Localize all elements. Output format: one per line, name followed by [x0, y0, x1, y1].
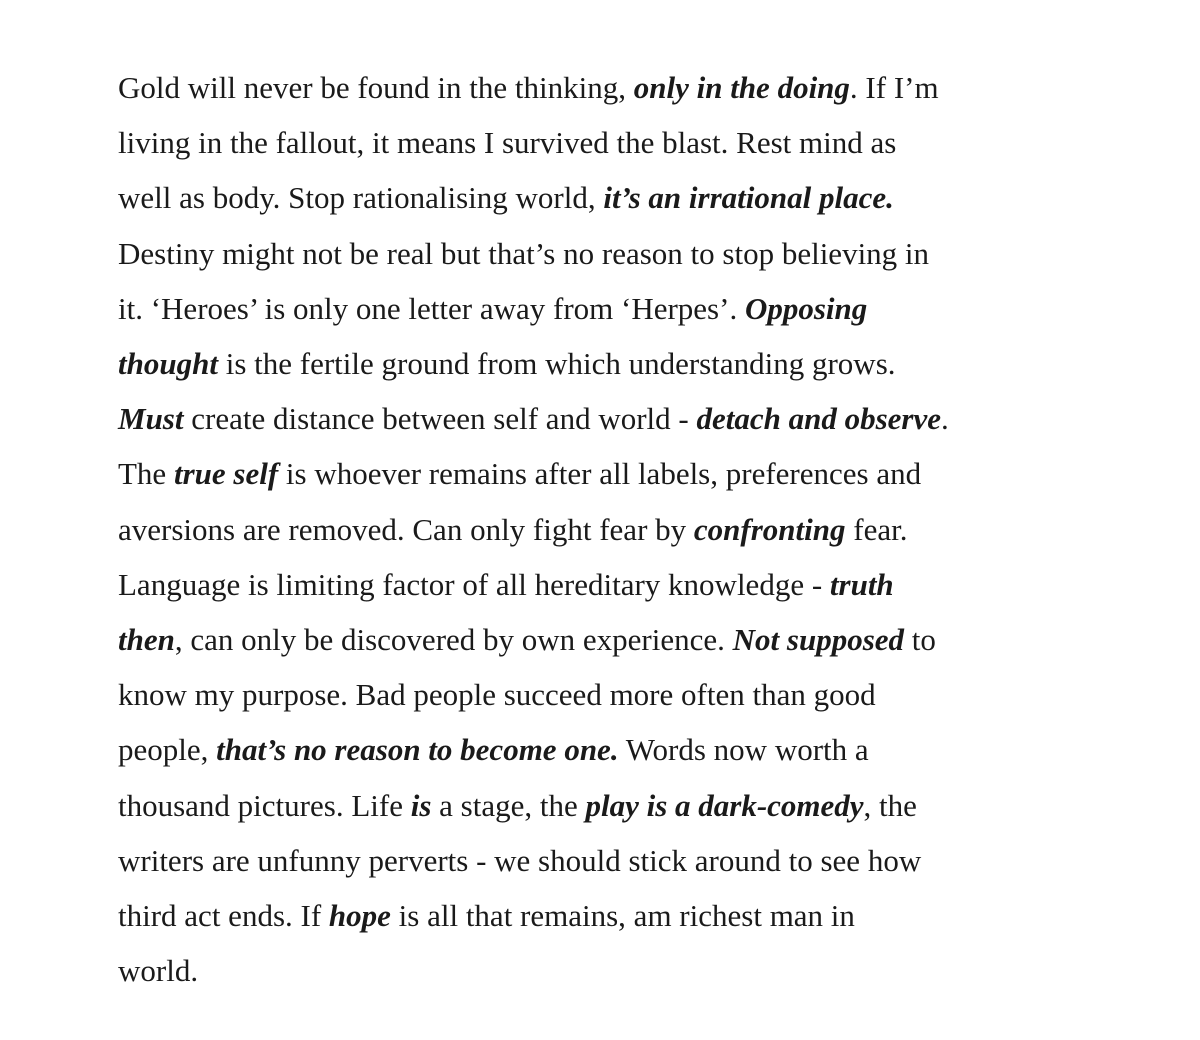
text-line: [118, 667, 1098, 722]
emphasized-phrase: hope: [328, 898, 391, 934]
text-line: [118, 943, 1098, 998]
emphasized-phrase: then: [118, 622, 175, 658]
emphasized-phrase: that’s no reason to become one.: [216, 732, 619, 768]
emphasized-phrase: only in the doing: [633, 70, 850, 105]
text-run: it. ‘Heroes’ is only one letter away from ‘Herpes’.: [118, 290, 745, 326]
text-run: is all that remains, am richest man in: [390, 898, 855, 934]
text-run: Words now worth a: [618, 732, 869, 768]
text-line: [118, 888, 1098, 943]
text-run: is whoever remains after all labels, preferences and: [278, 456, 922, 492]
text-run: . If I’m: [849, 70, 939, 105]
text-line: [118, 170, 1098, 225]
text-run: third act ends. If: [118, 898, 329, 934]
emphasized-phrase: it’s an irrational place.: [603, 180, 894, 216]
text-run: world.: [118, 953, 199, 989]
emphasized-phrase: thought: [118, 346, 218, 382]
text-run: a stage, the: [431, 787, 586, 823]
text-line: [118, 115, 1098, 170]
text-run: The: [118, 456, 174, 492]
emphasized-phrase: detach and observe: [696, 401, 941, 437]
body-paragraph: [118, 60, 1098, 998]
text-run: create distance between self and world -: [183, 401, 697, 437]
text-line: [118, 336, 1098, 391]
text-run: thousand pictures. Life: [118, 787, 411, 823]
text-run: is the fertile ground from which understanding grows.: [217, 346, 896, 382]
text-line: [118, 612, 1098, 667]
emphasized-phrase: confronting: [693, 511, 846, 547]
emphasized-phrase: true self: [173, 456, 279, 492]
text-line: [118, 502, 1098, 557]
text-line: [118, 281, 1098, 336]
emphasized-phrase: is: [410, 787, 432, 823]
text-run: Destiny might not be real but that’s no reason to stop believing in: [118, 235, 930, 271]
text-run: living in the fallout, it means I survived the blast. Rest mind as: [118, 125, 897, 161]
text-line: [118, 226, 1098, 281]
text-line: [118, 446, 1098, 501]
text-run: Language is limiting factor of all hereditary knowledge -: [118, 566, 830, 602]
emphasized-phrase: Not supposed: [732, 622, 905, 658]
text-run: know my purpose. Bad people succeed more often than good: [118, 677, 876, 713]
text-line: [118, 391, 1098, 446]
text-run: writers are unfunny perverts - we should stick around to see how: [118, 842, 922, 878]
text-run: fear.: [845, 511, 908, 547]
text-line: [118, 60, 1098, 115]
emphasized-phrase: truth: [829, 566, 894, 602]
text-run: .: [941, 401, 949, 437]
text-run: well as body. Stop rationalising world,: [118, 180, 604, 216]
text-line: [118, 722, 1098, 777]
emphasized-phrase: Must: [118, 401, 184, 437]
text-line: [118, 833, 1098, 888]
text-line: [118, 778, 1098, 833]
text-run: , can only be discovered by own experience.: [174, 622, 733, 658]
text-run: aversions are removed. Can only fight fear by: [118, 511, 694, 547]
text-line: [118, 557, 1098, 612]
emphasized-phrase: Opposing: [744, 290, 868, 326]
text-run: Gold will never be found in the thinking,: [118, 70, 634, 105]
text-run: to: [904, 622, 936, 658]
text-run: people,: [118, 732, 217, 768]
text-run: , the: [863, 787, 917, 823]
emphasized-phrase: play is a dark-comedy: [585, 787, 864, 823]
